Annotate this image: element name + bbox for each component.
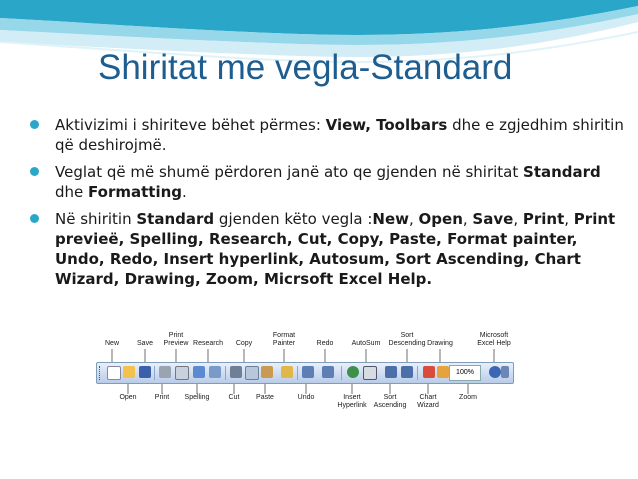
- toolbar-label: Sort Descending: [388, 332, 426, 347]
- bullet-dot-icon: [30, 214, 39, 223]
- bullet-dot-icon: [30, 120, 39, 129]
- toolbar-label: Cut: [228, 394, 240, 401]
- standard-toolbar-illustration: [96, 332, 516, 412]
- excel-help-icon: [489, 366, 501, 378]
- toolbar-label: Print Preview: [163, 332, 189, 347]
- bullet-text: Në shiritin: [55, 210, 137, 228]
- bullet-text: ,: [564, 210, 574, 228]
- toolbar-label: Sort Ascending: [373, 394, 407, 409]
- toolbar-label: Redo: [316, 340, 334, 347]
- bullet-text: ,: [462, 210, 473, 228]
- toolbar-label: Insert Hyperlink: [337, 394, 367, 409]
- copy-icon: [245, 366, 259, 380]
- toolbar-label: Research: [193, 340, 223, 347]
- toolbar-label: Microsoft Excel Help: [477, 332, 511, 347]
- bullet-bold-text: Print: [522, 210, 565, 228]
- toolbar-label: Print: [154, 394, 170, 401]
- paste-icon: [261, 366, 273, 378]
- toolbar-label: Paste: [256, 394, 274, 401]
- bullet-item: [28, 115, 628, 155]
- save-icon: [139, 366, 151, 378]
- toolbar-label: AutoSum: [351, 340, 381, 347]
- print-preview-icon: [175, 366, 189, 380]
- toolbar-label: Open: [119, 394, 137, 401]
- bullet-text: dhe: [55, 183, 89, 201]
- toolbar-separator: [417, 366, 418, 380]
- insert-hyperlink-icon: [347, 366, 359, 378]
- bullet-list: [28, 115, 628, 296]
- format-painter-icon: [281, 366, 293, 378]
- bullet-bold-text: Save: [472, 210, 514, 228]
- bullet-text: gjenden këto vegla :: [214, 210, 373, 228]
- toolbar-options-icon: [501, 366, 509, 378]
- zoom-box: 100%: [449, 365, 481, 381]
- toolbar-strip: [96, 362, 514, 384]
- bullet-bold-text: Open: [418, 210, 463, 228]
- bullet-bold-text: Formatting: [88, 183, 183, 201]
- sort-descending-icon: [401, 366, 413, 378]
- cut-icon: [230, 366, 242, 378]
- drawing-icon: [437, 366, 449, 378]
- bullet-bold-text: Print previeë, Spelling, Research, Cut, Copy, Paste, Format painter, Undo, Redo, Insert hyperlink, Autosum, Sort Ascending, Chart Wizard, Drawing, Zoom, Micrsoft Excel Help.: [55, 210, 616, 288]
- bullet-text: .: [182, 183, 187, 201]
- print-icon: [159, 366, 171, 378]
- toolbar-label: Spelling: [184, 394, 210, 401]
- bullet-dot-icon: [30, 167, 39, 176]
- bullet-text: ,: [513, 210, 523, 228]
- autosum-icon: [363, 366, 377, 380]
- toolbar-label: Drawing: [427, 340, 453, 347]
- bullet-bold-text: New: [372, 210, 409, 228]
- bullet-item: [28, 162, 628, 202]
- toolbar-label: Undo: [297, 394, 315, 401]
- toolbar-separator: [225, 366, 226, 380]
- bullet-bold-text: Standard: [523, 163, 601, 181]
- toolbar-separator: [341, 366, 342, 380]
- chart-wizard-icon: [423, 366, 435, 378]
- sort-ascending-icon: [385, 366, 397, 378]
- open-icon: [123, 366, 135, 378]
- bullet-item: [28, 209, 628, 289]
- toolbar-label: Format Painter: [272, 332, 296, 347]
- slide-title: Shiritat me vegla-Standard: [98, 48, 513, 87]
- bullet-text: ,: [408, 210, 419, 228]
- toolbar-label: Copy: [235, 340, 253, 347]
- bullet-text: dhe e zgjedhim shiritin që deshirojmë.: [55, 116, 624, 154]
- redo-icon: [322, 366, 334, 378]
- toolbar-separator: [297, 366, 298, 380]
- toolbar-label: Zoom: [459, 394, 477, 401]
- undo-icon: [302, 366, 314, 378]
- toolbar-grip: [99, 366, 103, 380]
- new-icon: [107, 366, 121, 380]
- toolbar-separator: [154, 366, 155, 380]
- spelling-icon: [193, 366, 205, 378]
- bullet-text: Aktivizimi i shiriteve bëhet përmes:: [55, 116, 326, 134]
- toolbar-label: Save: [137, 340, 153, 347]
- research-icon: [209, 366, 221, 378]
- bullet-bold-text: View, Toolbars: [325, 116, 448, 134]
- toolbar-label: New: [104, 340, 120, 347]
- toolbar-label: Chart Wizard: [417, 394, 439, 409]
- bullet-text: Veglat që më shumë përdoren janë ato qe gjenden në shiritat: [55, 163, 524, 181]
- bullet-bold-text: Standard: [136, 210, 215, 228]
